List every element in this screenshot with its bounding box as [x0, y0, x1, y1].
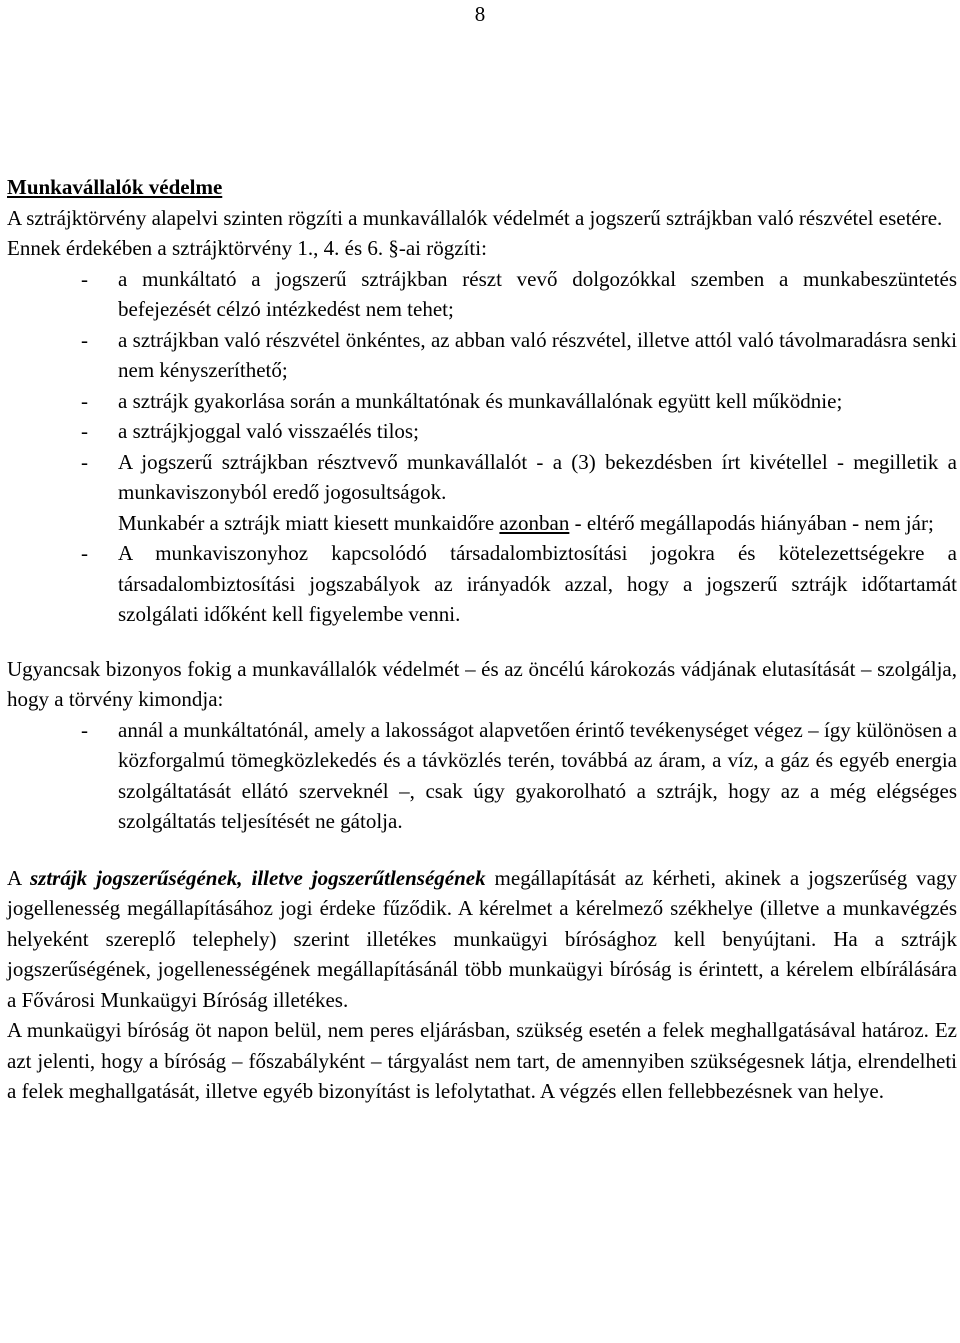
- page-number: 8: [474, 2, 486, 26]
- paragraph-gap: [7, 837, 957, 863]
- text-run: [243, 866, 252, 890]
- dash-bullet: -: [81, 327, 88, 352]
- list-item-text: annál a munkáltatónál, amely a lakosságot alapvetően érintő tevékenységet végez – így különösen a közforgalmú tömegközlekedés és a távközlés terén, továbbá az áram, a víz, a gáz és egyéb energia szolgáltatását ellátó szerveknél –, csak úgy gyakorolható a sztrájk, hogy az a még elégséges szolgáltatás teljesítését ne gátolja.: [118, 717, 957, 833]
- dash-bullet: -: [81, 449, 88, 474]
- list-item: [7, 416, 957, 447]
- list-item: [7, 325, 957, 386]
- continuation-text-end: - eltérő megállapodás hiányában - nem jár;: [569, 510, 934, 535]
- list-item: [7, 715, 957, 837]
- emphasis-text: illetve jogszerűtlenségének: [251, 865, 486, 890]
- list-item: [7, 264, 957, 325]
- dash-bullet: -: [81, 717, 88, 742]
- list-item-text: a munkáltató a jogszerű sztrájkban részt vevő dolgozókkal szemben a munkabeszüntetés befejezését célzó intézkedést nem tehet;: [118, 266, 957, 321]
- list-item: [7, 447, 957, 508]
- list-item-text: A munkaviszonyhoz kapcsolódó társadalombiztosítási jogokra és kötelezettségekre a társadalombiztosítási jogszabályok az irányadók azzal, hogy a jogszerű sztrájk időtartamát szolgálati időként kell figyelembe venni.: [118, 541, 957, 626]
- section-heading: Munkavállalók védelme: [7, 175, 223, 199]
- underlined-word: azonban: [499, 510, 570, 535]
- paragraph-gap: [7, 630, 957, 654]
- document-body: [7, 172, 957, 1107]
- intro-paragraph-2: Ennek érdekében a sztrájktörvény 1., 4. és 6. §-ai rögzíti:: [7, 236, 487, 260]
- emphasis-text: sztrájk jogszerűségének,: [29, 865, 243, 890]
- text-run: megállapítását az kérheti, akinek a jogszerűség vagy jogellenesség megállapításához jogi érdeke fűződik. A kérelmet a kérelmező székhelye (illetve a munkavégzés helyeként szereplő telephely) szerint illetékes munkaügyi bírósághoz kell benyújtani. Ha a sztrájk jogszerűségének, jogellenességének megállapításánál több munkaügyi bíróság is érintett, a kérelem elbírálására a Fővárosi Munkaügyi Bíróság illetékes.: [7, 865, 958, 1012]
- paragraph: A munkaügyi bíróság öt napon belül, nem peres eljárásban, szükség esetén a felek meghallgatásával határoz. Ez azt jelenti, hogy a bíróság – főszabályként – tárgyalást nem tart, de amennyiben szükségesnek látja, elrendelheti a felek meghallgatását, illetve egyéb bizonyítást is lefolytathat. A végzés ellen fellebbezésnek van helye.: [7, 1018, 957, 1103]
- dash-bullet: -: [81, 419, 88, 443]
- paragraph: [7, 863, 957, 1016]
- text-run: A: [7, 865, 30, 890]
- protection-list: [7, 715, 957, 837]
- list-continuation: [7, 508, 957, 539]
- dash-bullet: -: [81, 266, 88, 291]
- rights-list: [7, 264, 957, 508]
- list-item-text: a sztrájkban való részvétel önkéntes, az abban való részvétel, illetve attól való távolmaradásra senki nem kényszeríthető;: [118, 327, 957, 382]
- list-item: [7, 386, 957, 417]
- dash-bullet: -: [81, 388, 88, 413]
- list-item-text: A jogszerű sztrájkban résztvevő munkavállalót - a (3) bekezdésben írt kivétellel - megilletik a munkaviszonyból eredő jogosultságok.: [118, 449, 957, 504]
- dash-bullet: -: [81, 541, 88, 565]
- rights-list-2: [7, 538, 957, 630]
- list-item: [7, 538, 957, 630]
- list-item-text: a sztrájkjoggal való visszaélés tilos;: [118, 419, 419, 443]
- paragraph: Ugyancsak bizonyos fokig a munkavállalók védelmét – és az öncélú károkozás vádjának elutasítását – szolgálja, hogy a törvény kimondja:: [7, 656, 957, 711]
- continuation-text: Munkabér a sztrájk miatt kiesett munkaidőre: [118, 510, 500, 535]
- intro-paragraph: A sztrájktörvény alapelvi szinten rögzíti a munkavállalók védelmét a jogszerű sztrájkban való részvétel esetére.: [7, 205, 943, 230]
- list-item-text: a sztrájk gyakorlása során a munkáltatónak és munkavállalónak együtt kell működnie;: [118, 388, 843, 413]
